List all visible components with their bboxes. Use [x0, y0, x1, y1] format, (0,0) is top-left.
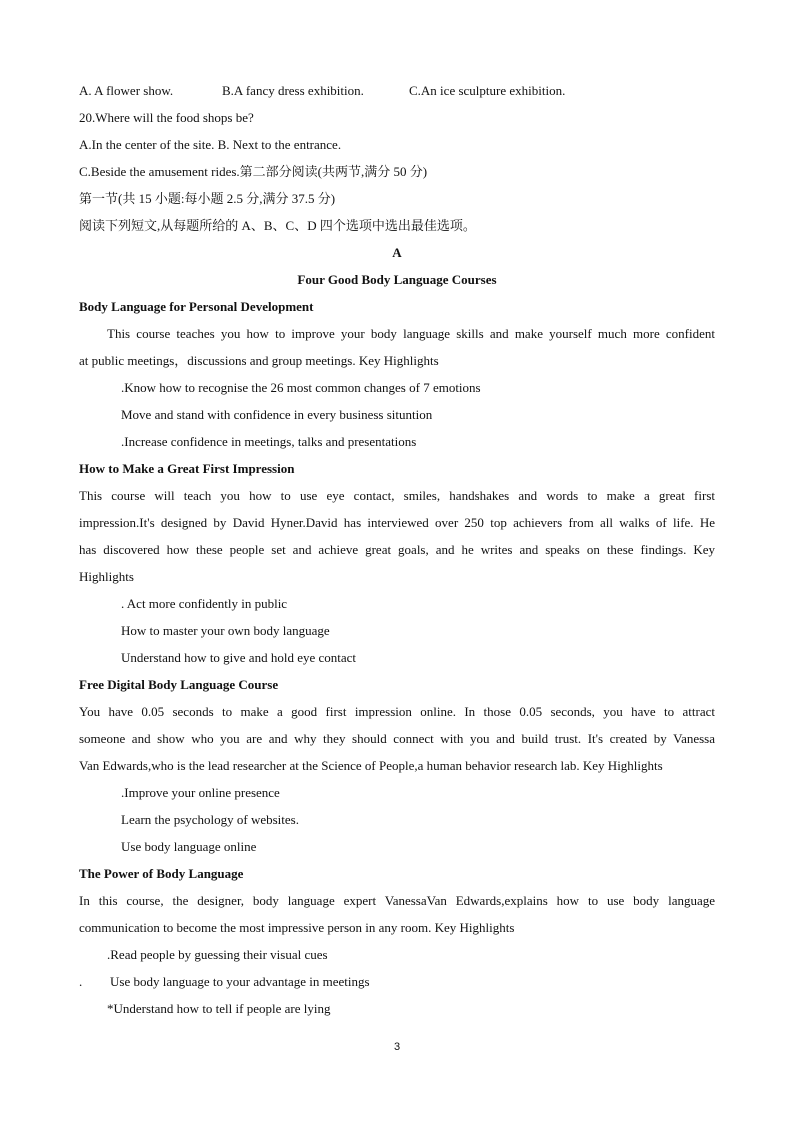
- course-2-line-4: Highlights: [79, 569, 134, 584]
- passage-title: Four Good Body Language Courses: [297, 272, 497, 287]
- passage-letter: A: [392, 245, 402, 260]
- course-2-heading: How to Make a Great First Impression: [79, 461, 295, 476]
- q20-option-c-part2: C.Beside the amusement rides.第二部分阅读(共两节,满分 50 分): [79, 164, 428, 179]
- course-3-line-2: someone and show who you are and why they should connect with you and build trust. It's created by Vanessa: [79, 731, 715, 746]
- course-2-highlight-3: Understand how to give and hold eye contact: [121, 650, 357, 665]
- course-1-highlight-1: .Know how to recognise the 26 most common changes of 7 emotions: [121, 380, 481, 395]
- page-number: 3: [393, 1041, 401, 1053]
- course-4-line-2: communication to become the most impressive person in any room. Key Highlights: [79, 920, 515, 935]
- course-2-line-1: This course will teach you how to use eye contact, smiles, handshakes and words to make a great first: [79, 488, 715, 503]
- q19-option-b: B.A fancy dress exhibition.: [222, 83, 364, 98]
- instructions: 阅读下列短文,从每题所给的 A、B、C、D 四个选项中选出最佳选项。: [79, 218, 476, 233]
- course-1-highlight-2: Move and stand with confidence in every business situntion: [121, 407, 433, 422]
- q19-option-c: C.An ice sculpture exhibition.: [409, 83, 566, 98]
- course-1-line-2: at public meetings，discussions and group meetings. Key Highlights: [79, 353, 439, 368]
- course-3-highlight-3: Use body language online: [121, 839, 257, 854]
- course-4-line-1: In this course, the designer, body language expert VanessaVan Edwards,explains how to use body language: [79, 893, 715, 908]
- course-4-highlight-2-bullet: .: [79, 974, 83, 989]
- course-1-highlight-3: .Increase confidence in meetings, talks and presentations: [121, 434, 417, 449]
- course-1-heading: Body Language for Personal Development: [79, 299, 314, 314]
- course-4-highlight-1: .Read people by guessing their visual cues: [107, 947, 328, 962]
- course-1-line-1: This course teaches you how to improve your body language skills and make yourself much more confident: [107, 326, 715, 341]
- course-2-line-2: impression.It's designed by David Hyner.David has interviewed over 250 top achievers from all walks of life. He: [79, 515, 715, 530]
- course-2-highlight-1: . Act more confidently in public: [121, 596, 288, 611]
- section1-header: 第一节(共 15 小题:每小题 2.5 分,满分 37.5 分): [79, 191, 336, 206]
- q20-options-ab: A.In the center of the site. B. Next to the entrance.: [79, 137, 342, 152]
- course-4-heading: The Power of Body Language: [79, 866, 244, 881]
- course-3-line-3: Van Edwards,who is the lead researcher at the Science of People,a human behavior research lab. Key Highlights: [79, 758, 663, 773]
- course-2-highlight-2: How to master your own body language: [121, 623, 330, 638]
- course-4-highlight-2: Use body language to your advantage in meetings: [110, 974, 370, 989]
- course-3-highlight-1: .Improve your online presence: [121, 785, 280, 800]
- course-3-heading: Free Digital Body Language Course: [79, 677, 279, 692]
- q20-question: 20.Where will the food shops be?: [79, 110, 254, 125]
- course-3-highlight-2: Learn the psychology of websites.: [121, 812, 299, 827]
- course-2-line-3: has discovered how these people set and achieve great goals, and he writes and speaks on these findings. Key: [79, 542, 715, 557]
- q19-option-a: A. A flower show.: [79, 83, 174, 98]
- course-3-line-1: You have 0.05 seconds to make a good first impression online. In those 0.05 seconds, you have to attract: [79, 704, 715, 719]
- course-4-highlight-3: *Understand how to tell if people are lying: [107, 1001, 331, 1016]
